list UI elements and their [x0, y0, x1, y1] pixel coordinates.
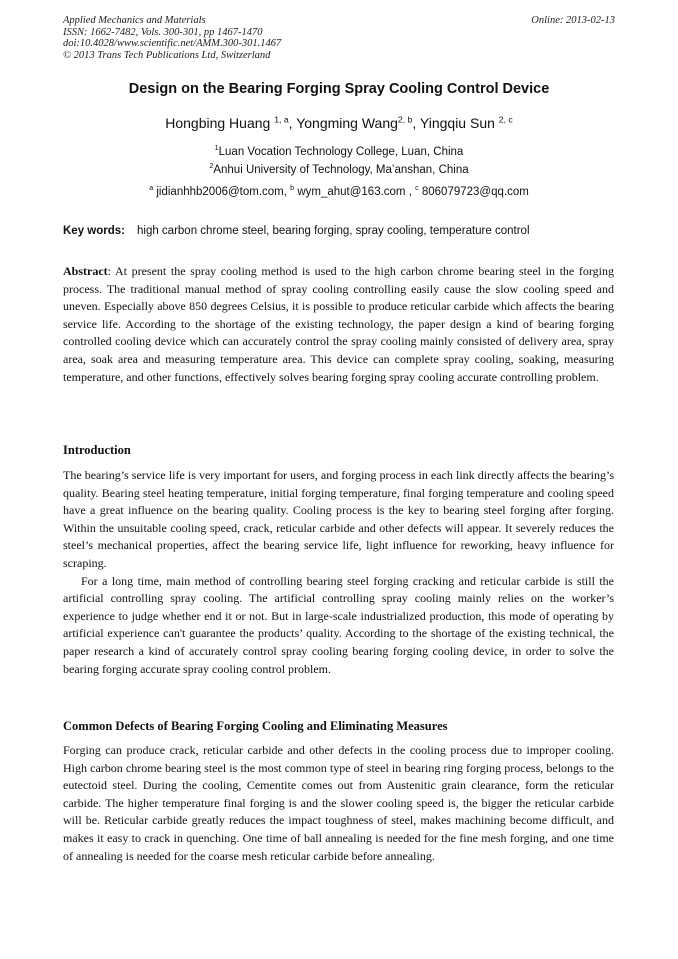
paragraph: Forging can produce crack, reticular carbide and other defects in the cooling process due to improper cooling. High carbon chrome bearing steel is the most common type of steel in bearing ring forging process, belongs to the eutectoid steel. During the cooling, Cementite comes out from Austenitic grain clearance, form the reticular carbide. The higher temperature final forging is and the slower cooling speed is, the bigger the reticular carbide will be. Reticular carbide greatly reduces the impact toughness of steel, makes machining become difficult, and makes it easy to crack in quenching. One time of ball annealing is needed for the fine mesh forging, and one time of annealing is needed for the coarse mesh reticular carbide before annealing.	[63, 743, 614, 863]
author-name: Hongbing Huang	[165, 115, 271, 131]
introduction-body	[63, 467, 614, 678]
paper-title: Design on the Bearing Forging Spray Cooling Control Device	[128, 81, 550, 97]
email-text: wym_ahut@163.com ,	[297, 186, 416, 198]
author-list	[0, 115, 678, 131]
issn-line: ISSN: 1662-7482, Vols. 300-301, pp 1467-1470	[63, 26, 263, 38]
affiliation-text: Luan Vocation Technology College, Luan, China	[218, 146, 464, 158]
abstract	[63, 263, 614, 386]
author-marker: 2, c	[498, 114, 513, 125]
paragraph: For a long time, main method of controlling bearing steel forging cracking and reticular carbide is still the artificial controlling spray cooling. The artificial controlling spray cooling mainly relies on the worker’s experience to judge whether end it or not. But in large-scale industrialized production, this mode of operating by artificial experience can't guarantee the products’ quality. According to the shortage of the existing technical, the paper research a kind of accurately control spray cooling bearing forging cooling device, in order to solve the bearing forging accurate spray cooling control problem.	[63, 573, 614, 676]
keywords-text: high carbon chrome steel, bearing forging, spray cooling, temperature control	[137, 225, 530, 237]
paragraph: The bearing’s service life is very important for users, and forging process in each link directly affects the bearing’s quality. Bearing steel heating temperature, initial forging temperature, final forging temperature and cooling speed have a great influence on the bearing quality. Cooling process is the key to bearing steel forging after forging. Within the unsuitable cooling speed, crack, reticular carbide and other defects will appear. It severely reduces the steel’s mechanical properties, affect the bearing service life, light influence for reworking, heavy influence for scraping.	[63, 468, 614, 570]
author-name: Yongming Wang	[296, 115, 398, 131]
affiliation-marker: 2	[209, 162, 214, 171]
affiliation-2	[0, 164, 678, 176]
email-marker: b	[290, 184, 295, 193]
email-marker: a	[149, 184, 154, 193]
keywords	[63, 225, 623, 237]
section-heading-introduction: Introduction	[63, 443, 131, 457]
online-date: Online: 2013-02-13	[531, 15, 615, 26]
affiliation-marker: 1	[214, 144, 219, 153]
abstract-label: Abstract	[63, 264, 108, 278]
affiliation-1	[0, 146, 678, 158]
author-marker: 1, a	[274, 114, 289, 125]
doi-line: doi:10.4028/www.scientific.net/AMM.300-301.1467	[63, 38, 282, 49]
journal-name: Applied Mechanics and Materials	[63, 15, 206, 26]
abstract-text: : At present the spray cooling method is used to the high carbon chrome bearing steel in the forging process. The traditional manual method of spray cooling controlling easily cause the slow cooling speed and uneven. Especially above 850 degrees Celsius, it is possible to produce reticular carbide which affects the bearing service life. According to the shortage of the existing technology, the paper design a kind of bearing forging controlled cooling device which can accurately control the spray cooling mainly consisted of delivery area, spray area, soak area and measuring temperature area. This device can complete spray cooling, soaking, measuring temperature, and other functions, effectively solves bearing forging spray cooling accurate controlling problem.	[63, 264, 614, 384]
email-text: 806079723@qq.com	[421, 186, 529, 198]
email-line	[0, 186, 678, 198]
copyright-line: © 2013 Trans Tech Publications Ltd, Switzerland	[63, 49, 271, 61]
email-text: jidianhhb2006@tom.com,	[156, 186, 291, 198]
journal-header	[63, 15, 281, 61]
defects-body	[63, 742, 614, 865]
author-name: Yingqiu Sun	[419, 115, 495, 131]
author-marker: 2, b	[397, 114, 413, 125]
keywords-label: Key words:	[63, 225, 125, 237]
section-heading-defects: Common Defects of Bearing Forging Cooling and Eliminating Measures	[63, 719, 448, 733]
author-separator: ,	[288, 115, 297, 131]
email-marker: c	[415, 184, 419, 193]
affiliation-text: Anhui University of Technology, Ma’anshan, China	[213, 164, 469, 176]
author-separator: ,	[412, 115, 420, 131]
